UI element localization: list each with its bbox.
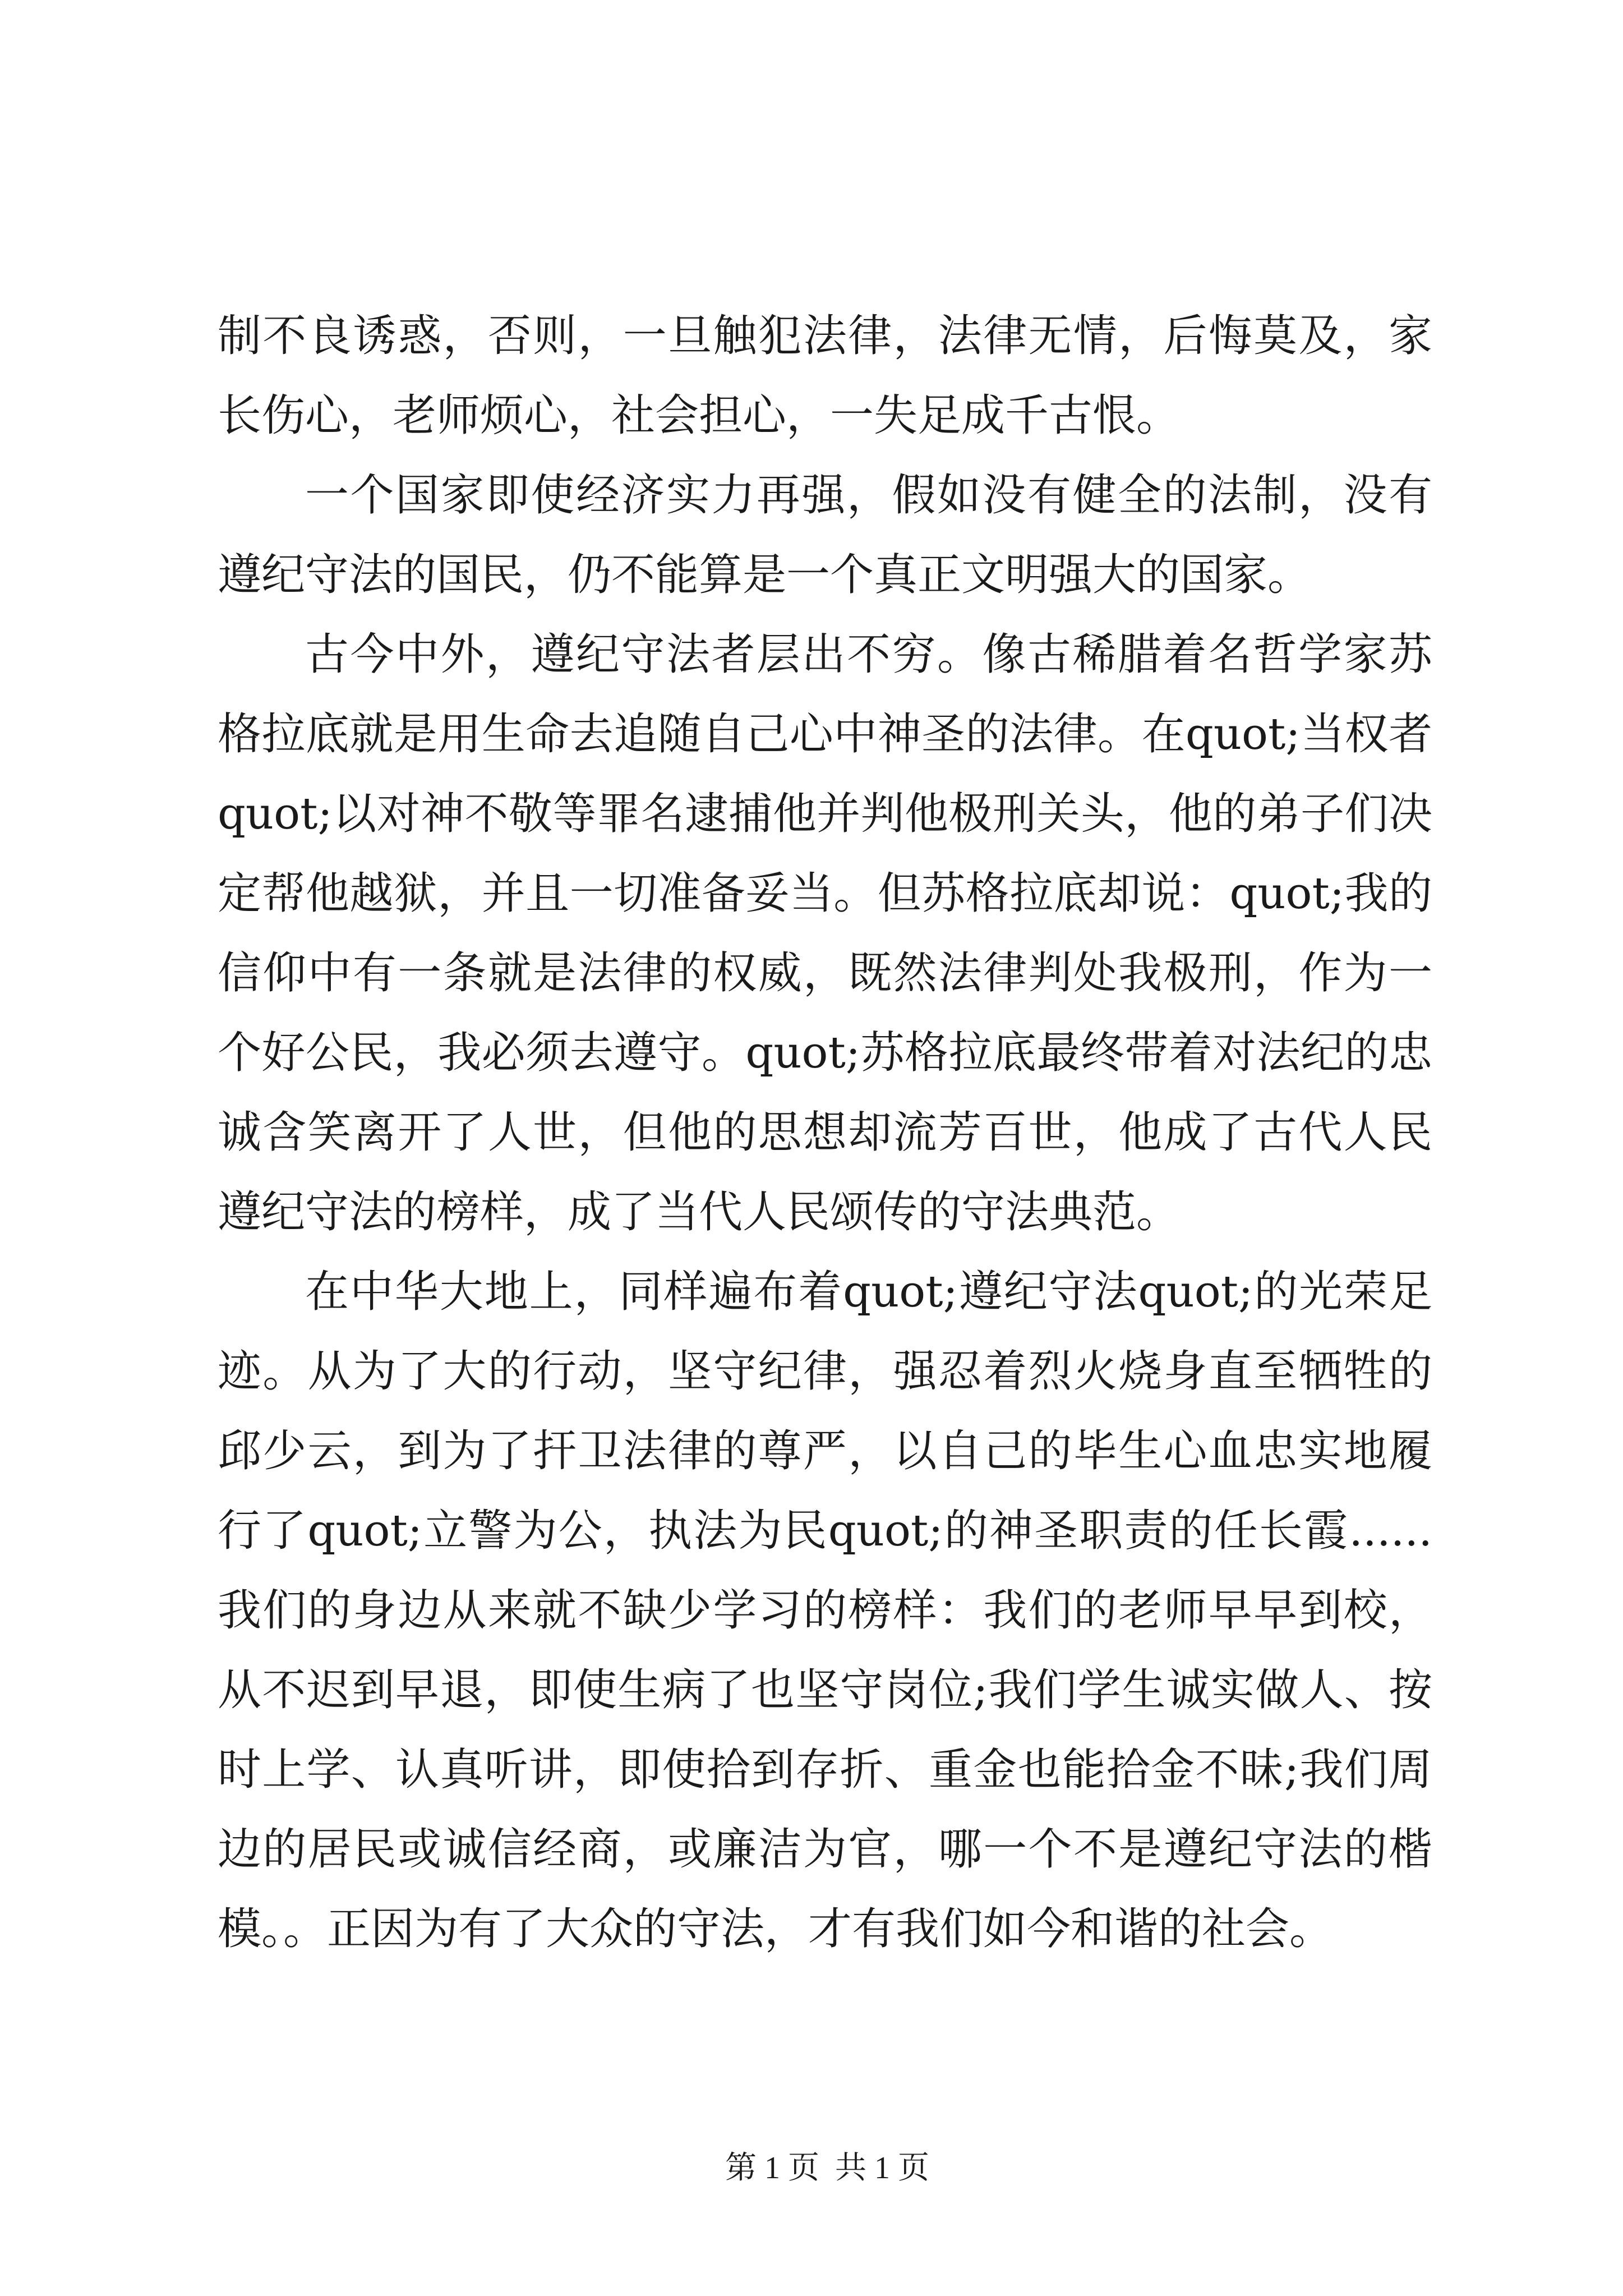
page-number-label: 第 1 页 共 1 页 xyxy=(725,2151,929,2185)
paragraph-3: 古今中外，遵纪守法者层出不穷。像古稀腊着名哲学家苏格拉底就是用生命去追随自己心中神圣的法律。在quot;当权者quot;以对神不敬等罪名逮捕他并判他极刑关头，他的弟子们决定帮他越狱，并且一切准备妥当。但苏格拉底却说：quot;我的信仰中有一条就是法律的权威，既然法律判处我极刑，作为一个好公民，我必须去遵守。quot;苏格拉底最终带着对法纪的忠诚含笑离开了人世，但他的思想却流芳百世，他成了古代人民遵纪守法的榜样，成了当代人民颂传的守法典范。 xyxy=(218,629,1432,1237)
paragraph-1: 制不良诱惑，否则，一旦触犯法律，法律无情，后悔莫及，家长伤心，老师烦心，社会担心，一失足成千古恨。 xyxy=(218,311,1432,441)
document-body xyxy=(218,296,1432,1969)
paragraph-2: 一个国家即使经济实力再强，假如没有健全的法制，没有遵纪守法的国民，仍不能算是一个真正文明强大的国家。 xyxy=(218,470,1432,600)
page-footer xyxy=(0,2109,1623,2227)
paragraph-4: 在中华大地上，同样遍布着quot;遵纪守法quot;的光荣足迹。从为了大的行动，坚守纪律，强忍着烈火烧身直至牺牲的邱少云，到为了扞卫法律的尊严，以自己的毕生心血忠实地履行了quot;立警为公，执法为民quot;的神圣职责的任长霞......我们的身边从来就不缺少学习的榜样：我们的老师早早到校，从不迟到早退，即使生病了也坚守岗位;我们学生诚实做人、按时上学、认真听讲，即使拾到存折、重金也能拾金不昧;我们周边的居民或诚信经商，或廉洁为官，哪一个不是遵纪守法的楷模。。正因为有了大众的守法，才有我们如今和谐的社会。 xyxy=(218,1267,1432,1954)
